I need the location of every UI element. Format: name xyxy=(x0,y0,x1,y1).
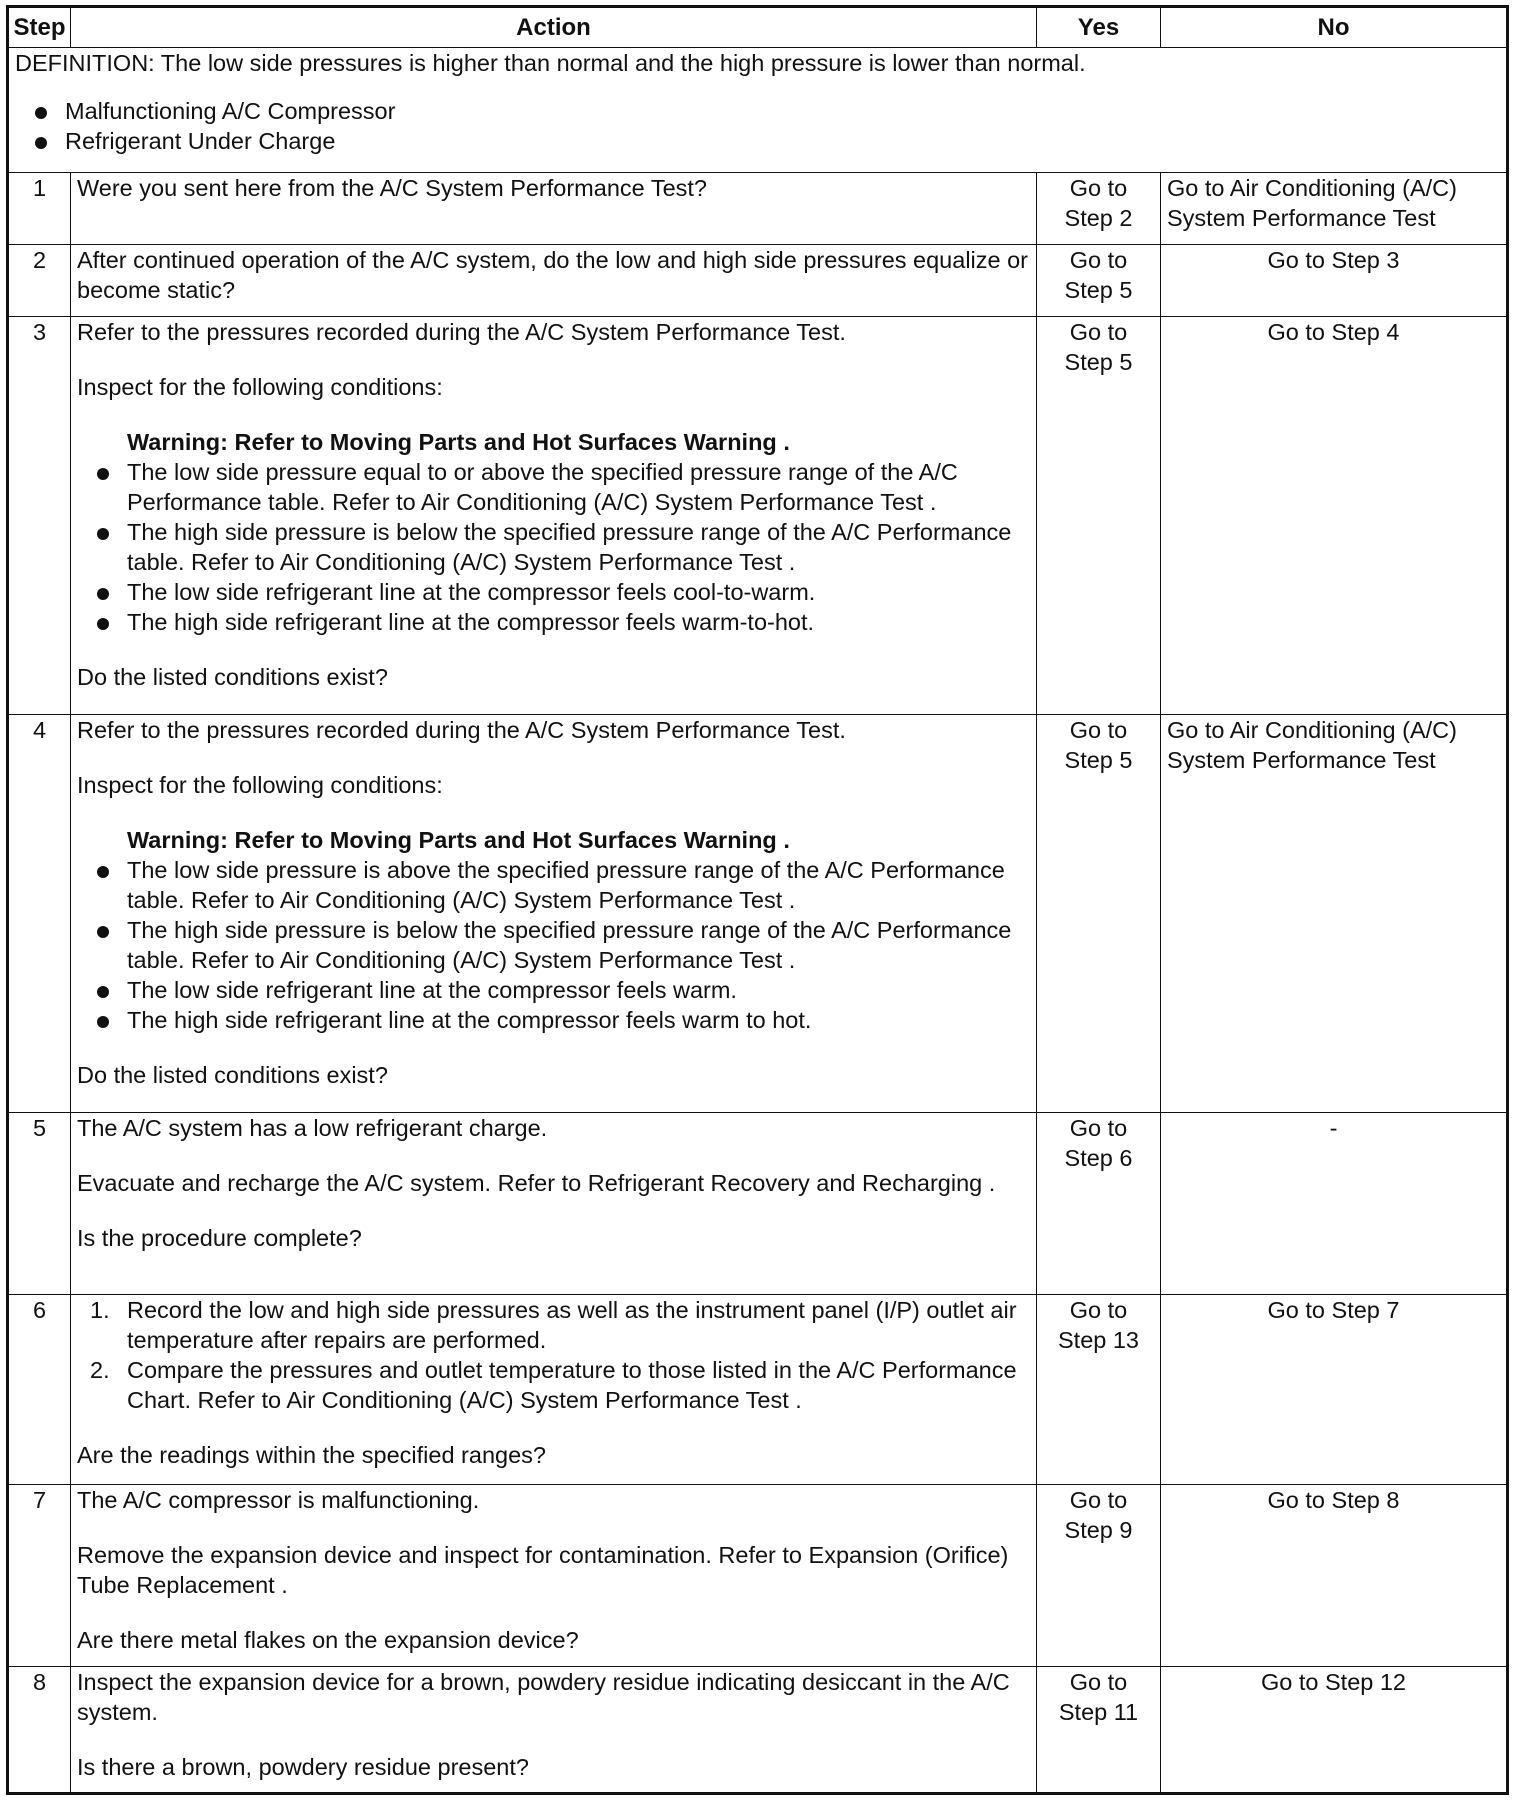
yes-link[interactable]: Go to Step 5 xyxy=(1037,317,1161,715)
yes-link[interactable]: Go to Step 6 xyxy=(1037,1113,1161,1295)
step-row-7 xyxy=(8,1485,1508,1667)
step-row-3 xyxy=(8,317,1508,715)
step-text: Inspect for the following conditions: xyxy=(77,374,443,400)
step-question: Are the readings within the specified ranges? xyxy=(77,1442,546,1468)
no-link[interactable]: Go to Step 12 xyxy=(1161,1667,1508,1794)
condition-item: The high side refrigerant line at the compressor feels warm to hot. xyxy=(77,1005,1030,1035)
condition-list xyxy=(77,855,1030,1035)
step-text: Refer to the pressures recorded during the A/C System Performance Test. xyxy=(77,717,846,743)
no-link[interactable]: Go to Air Conditioning (A/C) System Performance Test xyxy=(1161,715,1508,1113)
condition-item: The low side refrigerant line at the compressor feels cool-to-warm. xyxy=(77,577,1030,607)
header-step: Step xyxy=(8,7,71,48)
step-number: 3 xyxy=(8,317,71,715)
step-question: Do the listed conditions exist? xyxy=(77,1062,388,1088)
yes-link[interactable]: Go to Step 2 xyxy=(1037,173,1161,245)
step-row-5 xyxy=(8,1113,1508,1295)
procedure-item: 1. Record the low and high side pressures as well as the instrument panel (I/P) outlet air temperature after repairs are performed. xyxy=(90,1297,1017,1353)
definition-text: DEFINITION: The low side pressures is higher than normal and the high pressure is lower than normal. xyxy=(15,50,1086,76)
step-number: 6 xyxy=(8,1295,71,1485)
condition-item: The high side pressure is below the specified pressure range of the A/C Performance table. Refer to Air Conditioning (A/C) System Performance Test . xyxy=(77,517,1030,577)
step-text: Refer to the pressures recorded during the A/C System Performance Test. xyxy=(77,319,846,345)
step-text: Remove the expansion device and inspect for contamination. Refer to Expansion (Orifice) Tube Replacement . xyxy=(77,1542,1009,1598)
yes-link[interactable]: Go to Step 5 xyxy=(1037,715,1161,1113)
warning-text: Warning: Refer to Moving Parts and Hot Surfaces Warning . xyxy=(127,429,790,455)
yes-link[interactable]: Go to Step 11 xyxy=(1037,1667,1161,1794)
yes-link[interactable]: Go to Step 9 xyxy=(1037,1485,1161,1667)
header-row xyxy=(8,7,1508,48)
step-question: Were you sent here from the A/C System Performance Test? xyxy=(77,175,707,201)
definition-bullet: Refrigerant Under Charge xyxy=(15,126,1500,156)
no-value: - xyxy=(1161,1113,1508,1295)
definition-bullet: Malfunctioning A/C Compressor xyxy=(15,96,1500,126)
step-question: Is the procedure complete? xyxy=(77,1225,362,1251)
yes-link[interactable]: Go to Step 13 xyxy=(1037,1295,1161,1485)
step-number: 7 xyxy=(8,1485,71,1667)
procedure-item: 2. Compare the pressures and outlet temperature to those listed in the A/C Performance Chart. Refer to Air Conditioning (A/C) System Performance Test . xyxy=(90,1357,1017,1413)
no-link[interactable]: Go to Step 7 xyxy=(1161,1295,1508,1485)
condition-item: The low side pressure equal to or above the specified pressure range of the A/C Performance table. Refer to Air Conditioning (A/C) System Performance Test . xyxy=(77,457,1030,517)
step-row-8 xyxy=(8,1667,1508,1794)
header-action: Action xyxy=(71,7,1037,48)
definition-bullets xyxy=(15,96,1500,156)
condition-item: The high side pressure is below the specified pressure range of the A/C Performance table. Refer to Air Conditioning (A/C) System Performance Test . xyxy=(77,915,1030,975)
step-row-4 xyxy=(8,715,1508,1113)
no-link[interactable]: Go to Air Conditioning (A/C) System Performance Test xyxy=(1161,173,1508,245)
step-row-2 xyxy=(8,245,1508,317)
step-row-6 xyxy=(8,1295,1508,1485)
condition-list xyxy=(77,457,1030,637)
warning-text: Warning: Refer to Moving Parts and Hot Surfaces Warning . xyxy=(127,827,790,853)
step-text: Inspect for the following conditions: xyxy=(77,772,443,798)
condition-item: The high side refrigerant line at the compressor feels warm-to-hot. xyxy=(77,607,1030,637)
step-question: Do the listed conditions exist? xyxy=(77,664,388,690)
header-yes: Yes xyxy=(1037,7,1161,48)
step-number: 4 xyxy=(8,715,71,1113)
step-number: 1 xyxy=(8,173,71,245)
step-question: After continued operation of the A/C system, do the low and high side pressures equalize or become static? xyxy=(77,247,1029,303)
step-text: The A/C compressor is malfunctioning. xyxy=(77,1487,480,1513)
procedure-list xyxy=(77,1295,1030,1415)
yes-link[interactable]: Go to Step 5 xyxy=(1037,245,1161,317)
step-number: 2 xyxy=(8,245,71,317)
definition-row xyxy=(8,48,1508,173)
no-link[interactable]: Go to Step 8 xyxy=(1161,1485,1508,1667)
step-question: Is there a brown, powdery residue present? xyxy=(77,1754,529,1780)
step-text: Evacuate and recharge the A/C system. Refer to Refrigerant Recovery and Recharging . xyxy=(77,1170,996,1196)
step-number: 8 xyxy=(8,1667,71,1794)
header-no: No xyxy=(1161,7,1508,48)
no-link[interactable]: Go to Step 4 xyxy=(1161,317,1508,715)
condition-item: The low side refrigerant line at the compressor feels warm. xyxy=(77,975,1030,1005)
step-question: Are there metal flakes on the expansion device? xyxy=(77,1627,579,1653)
diagnostic-table xyxy=(6,5,1509,1795)
step-row-1 xyxy=(8,173,1508,245)
step-text: The A/C system has a low refrigerant charge. xyxy=(77,1115,548,1141)
condition-item: The low side pressure is above the specified pressure range of the A/C Performance table. Refer to Air Conditioning (A/C) System Performance Test . xyxy=(77,855,1030,915)
no-link[interactable]: Go to Step 3 xyxy=(1161,245,1508,317)
step-number: 5 xyxy=(8,1113,71,1295)
step-text: Inspect the expansion device for a brown, powdery residue indicating desiccant in the A/C system. xyxy=(77,1669,1010,1725)
